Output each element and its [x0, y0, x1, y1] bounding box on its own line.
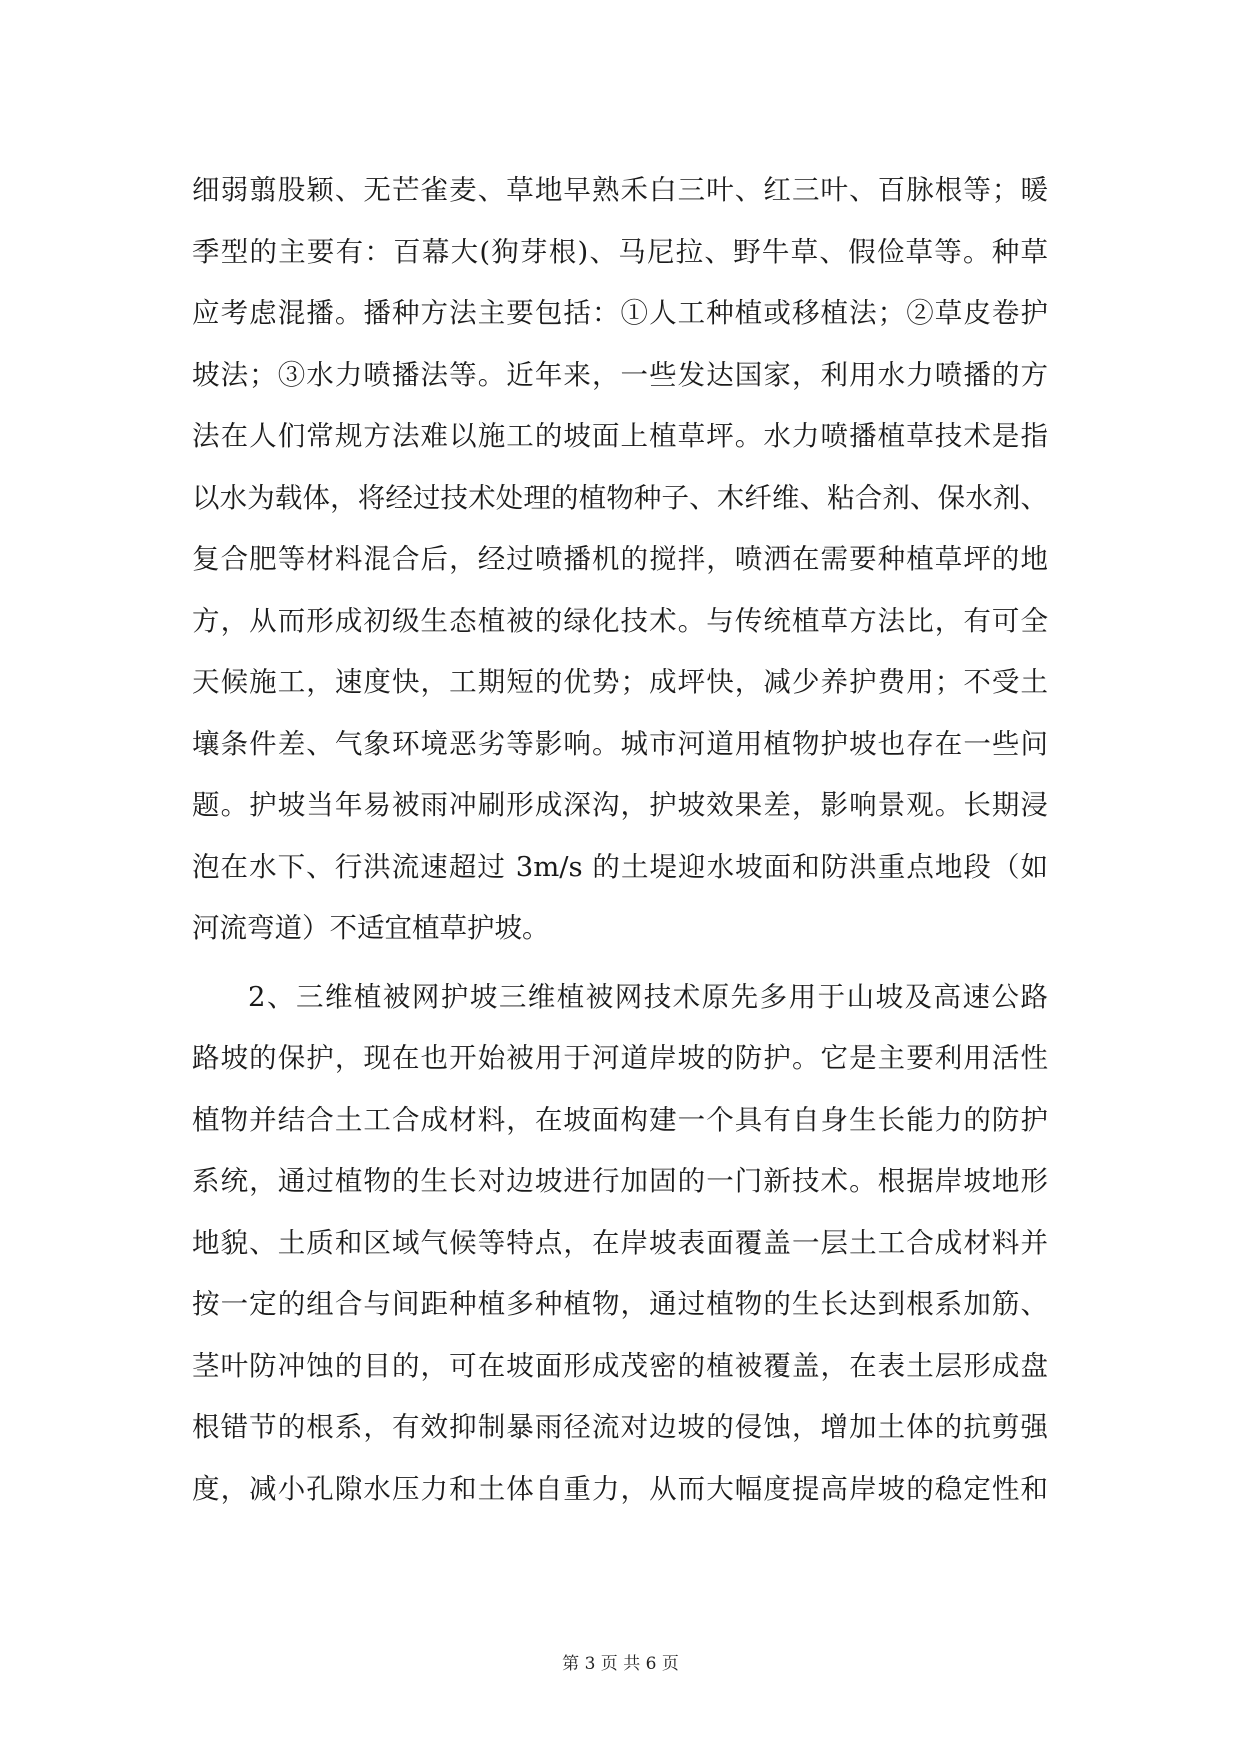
text-line: 复合肥等材料混合后，经过喷播机的搅拌，喷洒在需要种植草坪的地: [192, 543, 1048, 575]
text-line: 2、三维植被网护坡三维植被网技术原先多用于山坡及高速公路: [248, 980, 1048, 1013]
text-line: 路坡的保护，现在也开始被用于河道岸坡的防护。它是主要利用活性: [192, 1042, 1048, 1074]
text-line: 地貌、土质和区域气候等特点，在岸坡表面覆盖一层土工合成材料并: [192, 1226, 1048, 1259]
text-line: 以水为载体，将经过技术处理的植物种子、木纤维、粘合剂、保水剂、: [192, 481, 1048, 514]
text-line: 季型的主要有：百幕大(狗芽根)、马尼拉、野牛草、假俭草等。种草: [192, 235, 1048, 268]
paragraph: [192, 967, 1048, 1521]
page-number: 第 3 页 共 6 页: [562, 1654, 679, 1674]
text-line: 法在人们常规方法难以施工的坡面上植草坪。水力喷播植草技术是指: [192, 420, 1048, 452]
paragraph: [192, 160, 1048, 960]
text-line: 河流弯道）不适宜植草护坡。: [192, 912, 550, 944]
text-line: 细弱翦股颖、无芒雀麦、草地早熟禾白三叶、红三叶、百脉根等；暖: [192, 174, 1048, 206]
body-text: [192, 160, 1048, 1520]
text-line: 壤条件差、气象环境恶劣等影响。城市河道用植物护坡也存在一些问: [192, 727, 1048, 760]
text-line: 度，减小孔隙水压力和土体自重力，从而大幅度提高岸坡的稳定性和: [192, 1472, 1048, 1505]
text-line: 题。护坡当年易被雨冲刷形成深沟，护坡效果差，影响景观。长期浸: [192, 789, 1048, 821]
text-line: 天候施工，速度快，工期短的优势；成坪快，减少养护费用；不受土: [192, 666, 1048, 698]
text-line: 系统，通过植物的生长对边坡进行加固的一门新技术。根据岸坡地形: [192, 1165, 1048, 1197]
text-line: 坡法；③水力喷播法等。近年来，一些发达国家，利用水力喷播的方: [192, 358, 1048, 391]
text-line: 应考虑混播。播种方法主要包括：①人工种植或移植法；②草皮卷护: [192, 297, 1048, 329]
text-line: 方，从而形成初级生态植被的绿化技术。与传统植草方法比，有可全: [192, 604, 1048, 637]
paragraph-gap: [192, 960, 1048, 967]
text-line: 根错节的根系，有效抑制暴雨径流对边坡的侵蚀，增加土体的抗剪强: [192, 1411, 1048, 1443]
text-line: 泡在水下、行洪流速超过 3m/s 的土堤迎水坡面和防洪重点地段（如: [192, 850, 1048, 883]
text-line: 植物并结合土工合成材料，在坡面构建一个具有自身生长能力的防护: [192, 1103, 1048, 1136]
text-line: 茎叶防冲蚀的目的，可在坡面形成茂密的植被覆盖，在表土层形成盘: [192, 1349, 1048, 1382]
text-line: 按一定的组合与间距种植多种植物，通过植物的生长达到根系加筋、: [192, 1288, 1048, 1320]
